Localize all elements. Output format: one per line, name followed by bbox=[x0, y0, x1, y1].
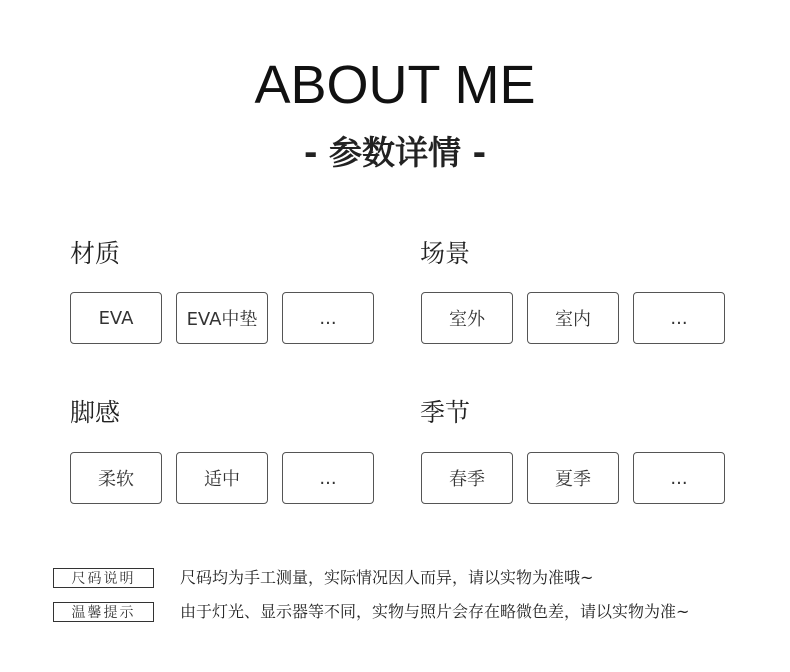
section-heading-scene: 场景 bbox=[420, 239, 471, 268]
tag-material-more: ... bbox=[282, 292, 374, 344]
section-heading-material: 材质 bbox=[70, 239, 121, 268]
tag-season-2: 夏季 bbox=[527, 452, 619, 504]
note-label-size: 尺码说明 bbox=[53, 568, 154, 588]
tag-feel-more: ... bbox=[282, 452, 374, 504]
note-label-tip: 温馨提示 bbox=[53, 602, 154, 622]
tag-feel-1: 柔软 bbox=[70, 452, 162, 504]
tag-scene-1: 室外 bbox=[421, 292, 513, 344]
tag-material-2: EVA中垫 bbox=[176, 292, 268, 344]
tag-scene-2: 室内 bbox=[527, 292, 619, 344]
tag-season-1: 春季 bbox=[421, 452, 513, 504]
note-text-tip: 由于灯光、显示器等不同，实物与照片会存在略微色差，请以实物为准~ bbox=[180, 602, 690, 621]
note-text-size: 尺码均为手工测量，实际情况因人而异，请以实物为准哦~ bbox=[180, 568, 594, 587]
tag-feel-2: 适中 bbox=[176, 452, 268, 504]
tag-scene-more: ... bbox=[633, 292, 725, 344]
page-subtitle: - 参数详情 - bbox=[303, 133, 487, 172]
section-heading-feel: 脚感 bbox=[70, 398, 121, 427]
tag-material-1: EVA bbox=[70, 292, 162, 344]
section-heading-season: 季节 bbox=[420, 398, 471, 427]
tag-season-more: ... bbox=[633, 452, 725, 504]
page-title: ABOUT ME bbox=[254, 55, 536, 115]
